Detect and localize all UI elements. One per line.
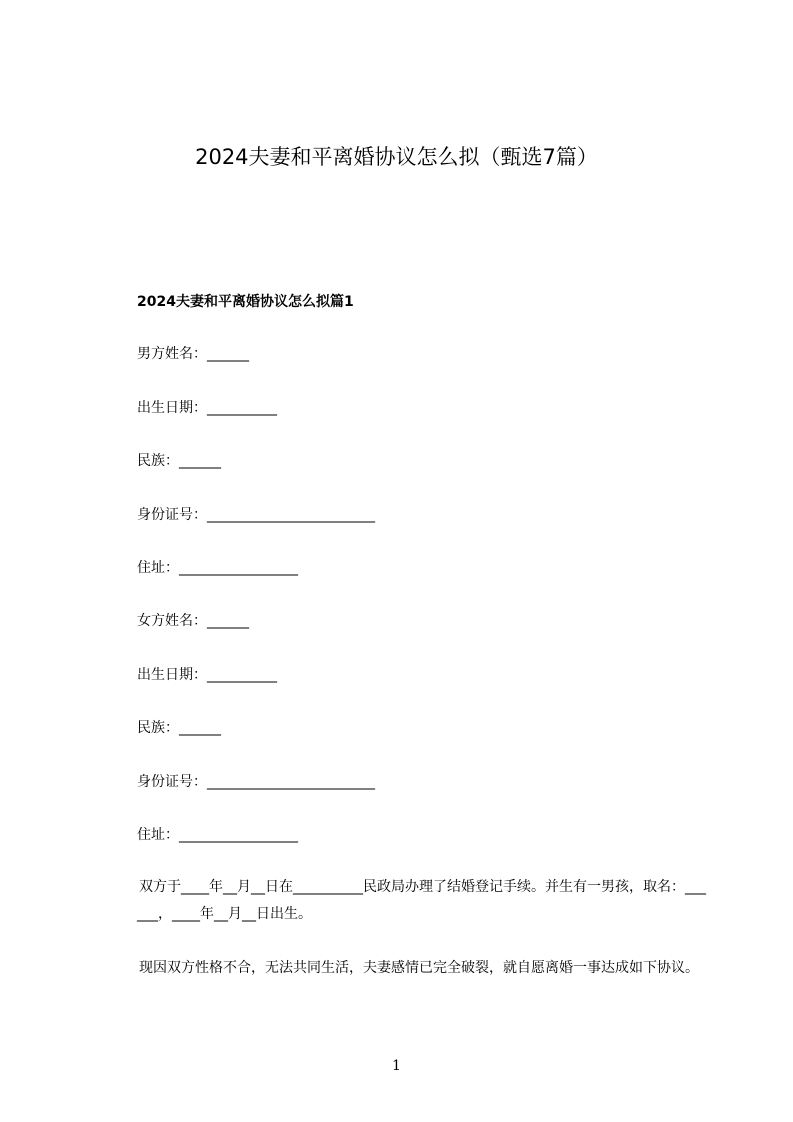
female-name-field: 女方姓名：______	[137, 613, 249, 629]
male-ethnicity-field: 民族：______	[137, 453, 221, 469]
female-ethnicity-field: 民族：______	[137, 720, 221, 736]
document-title: 2024夫妻和平离婚协议怎么拟（甄选7篇）	[195, 145, 598, 169]
female-id-number-field: 身份证号：________________________	[137, 774, 375, 790]
divorce-reason-paragraph: 现因双方性格不合，无法共同生活，夫妻感情已完全破裂，就自愿离婚一事达成如下协议。	[139, 960, 699, 976]
male-id-number-field: 身份证号：________________________	[137, 507, 375, 523]
male-birth-date-field: 出生日期：__________	[137, 400, 277, 416]
female-address-field: 住址：_________________	[137, 827, 298, 843]
page-number: 1	[392, 1058, 401, 1074]
male-name-field: 男方姓名：______	[137, 346, 249, 362]
male-address-field: 住址：_________________	[137, 560, 298, 576]
marriage-info-paragraph: 双方于____年__月__日在__________民政局办理了结婚登记手续。并生有一男孩，取名：______，____年__月__日出生。	[137, 879, 706, 922]
section-heading: 2024夫妻和平离婚协议怎么拟篇1	[137, 294, 354, 310]
female-birth-date-field: 出生日期：__________	[137, 667, 277, 683]
